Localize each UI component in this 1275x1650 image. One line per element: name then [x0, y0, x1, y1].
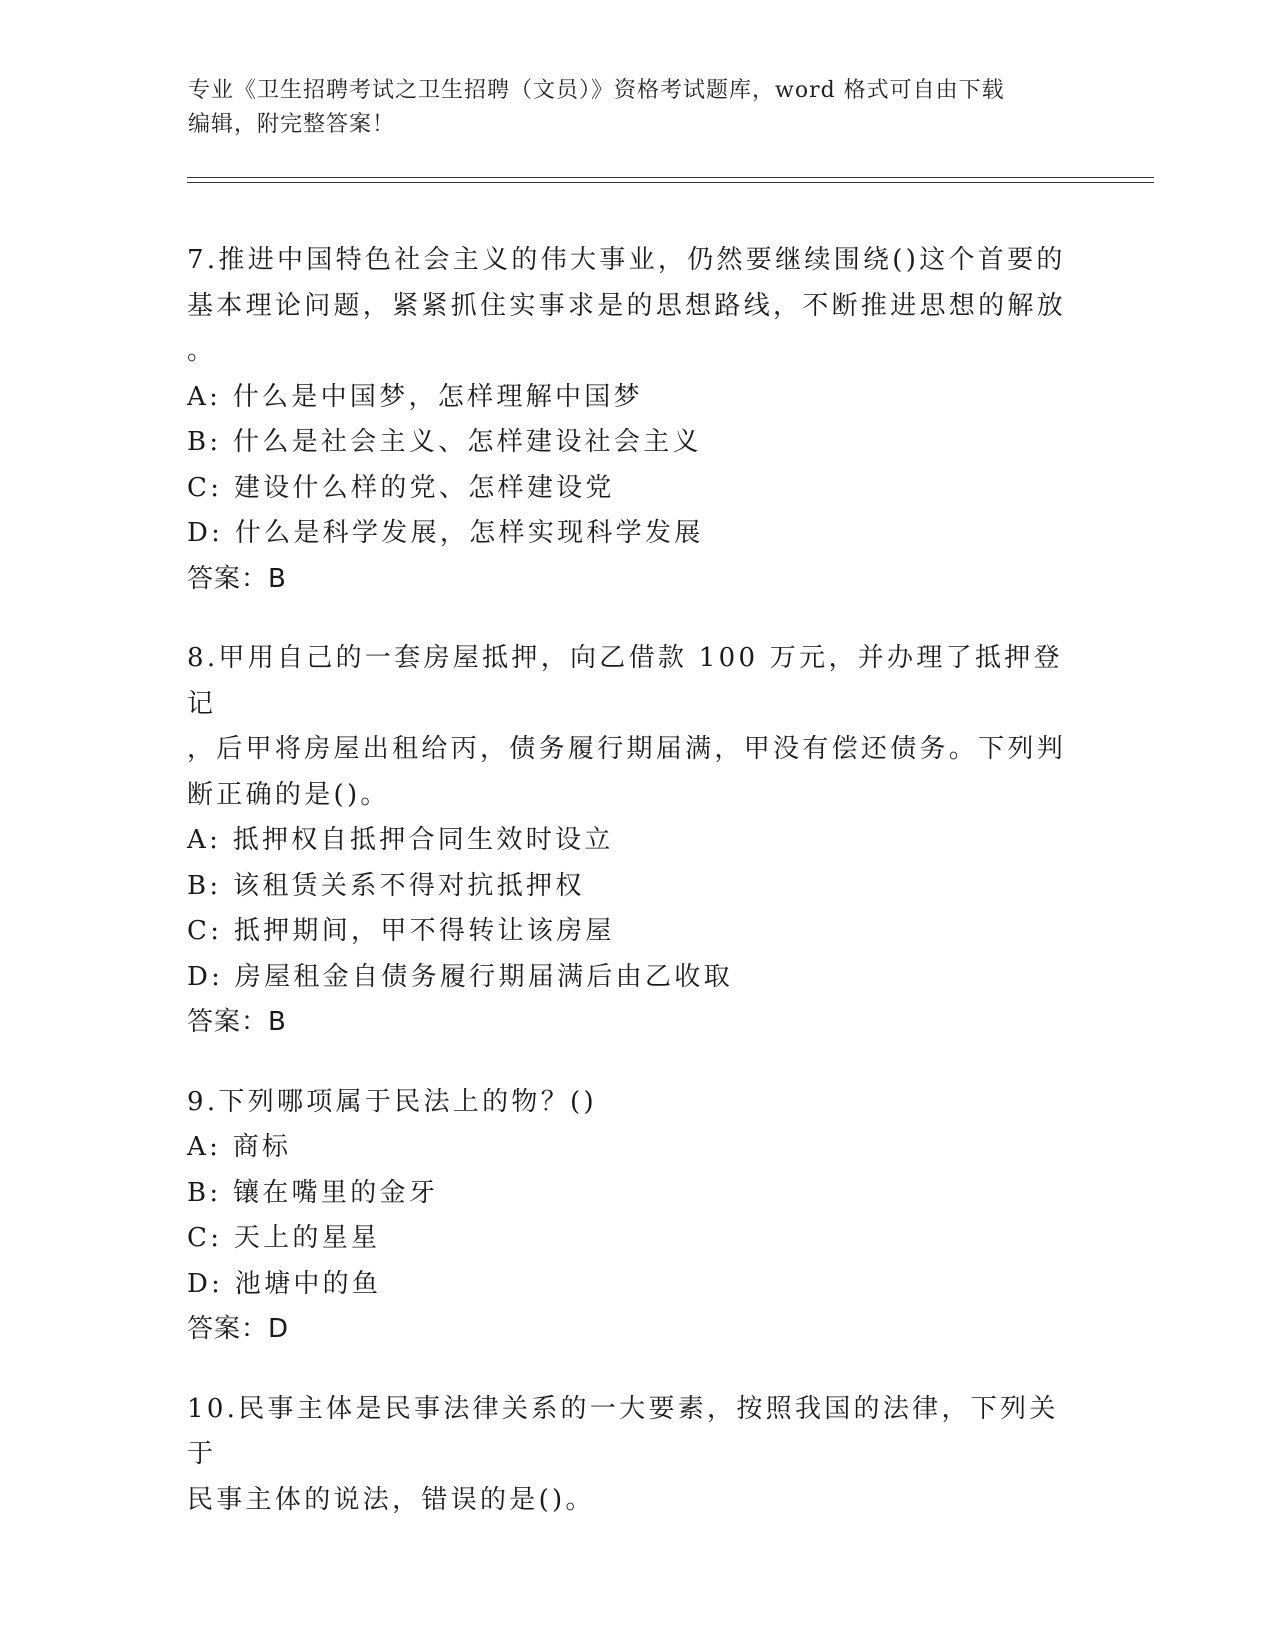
question-9	[187, 1080, 1067, 1353]
option-a: A: 什么是中国梦，怎样理解中国梦	[187, 381, 643, 412]
option-c: C: 建设什么样的党、怎样建设党	[187, 472, 615, 503]
option-c: C: 天上的星星	[187, 1223, 381, 1253]
question-list	[187, 238, 1067, 1557]
question-7	[187, 238, 1067, 602]
question-stem-line: 民事主体的说法，错误的是()。	[187, 1484, 595, 1515]
option-a: A: 商标	[187, 1132, 292, 1162]
question-stem-line: 基本理论问题，紧紧抓住实事求是的思想路线，不断推进思想的解放	[187, 290, 1067, 321]
question-8	[187, 636, 1067, 1046]
option-b: B: 该租赁关系不得对抗抵押权	[187, 870, 585, 901]
option-b: B: 镶在嘴里的金牙	[187, 1177, 439, 1208]
question-stem-line: 8.甲用自己的一套房屋抵押，向乙借款 100 万元，并办理了抵押登记	[187, 643, 1063, 719]
option-d: D: 什么是科学发展，怎样实现科学发展	[187, 518, 704, 548]
option-a: A: 抵押权自抵押合同生效时设立	[187, 825, 614, 855]
answer: 答案：D	[187, 1314, 290, 1344]
header-line-1: 专业《卫生招聘考试之卫生招聘（文员）》资格考试题库，word 格式可自由下载	[188, 78, 1005, 103]
option-b: B: 什么是社会主义、怎样建设社会主义	[187, 427, 702, 457]
option-c: C: 抵押期间，甲不得转让该房屋	[187, 916, 615, 946]
header-rule-top	[187, 177, 1154, 178]
question-10	[187, 1387, 1067, 1524]
header-line-2: 编辑，附完整答案！	[188, 112, 396, 137]
question-stem-line: 10.民事主体是民事法律关系的一大要素，按照我国的法律，下列关于	[187, 1393, 1059, 1469]
question-stem-line: 7.推进中国特色社会主义的伟大事业，仍然要继续围绕()这个首要的	[187, 245, 1066, 275]
question-stem-line: 9.下列哪项属于民法上的物？()	[187, 1086, 597, 1117]
header-rule-bottom	[187, 182, 1154, 183]
answer: 答案：B	[187, 1007, 287, 1037]
answer: 答案：B	[187, 563, 287, 594]
option-d: D: 池塘中的鱼	[187, 1268, 382, 1299]
question-stem-line: 断正确的是()。	[187, 779, 390, 810]
option-d: D: 房屋租金自债务履行期届满后由乙收取	[187, 961, 733, 992]
question-stem-line: 。	[187, 336, 217, 366]
document-header	[188, 74, 1088, 142]
question-stem-line: ，后甲将房屋出租给丙，债务履行期届满，甲没有偿还债务。下列判	[187, 734, 1067, 764]
